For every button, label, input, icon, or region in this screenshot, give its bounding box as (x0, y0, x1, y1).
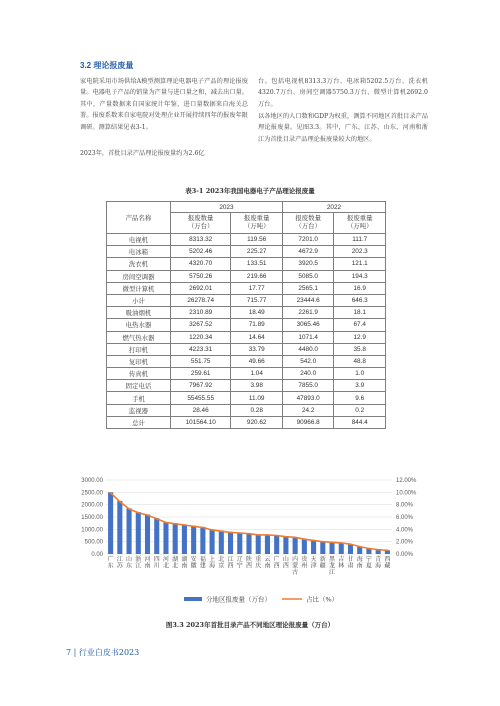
table-cell-product: 洗衣机 (107, 258, 171, 270)
table-cell-value: 111.7 (334, 234, 386, 246)
x-tick-label: 海南 (356, 556, 363, 570)
table-cell-product: 电视机 (107, 234, 171, 246)
table-row (107, 319, 386, 331)
table-cell-value: 24.2 (282, 404, 334, 416)
paragraph-method: 家电院采用市场供给A模型测算理论电器电子产品的理论报废量。电器电子产品的销量为产量与进口量之和，减去出口量。其中，产量数据来自国家统计年鉴，进口量数据来自海关总署。报废系数来自家电院对处理企业开展持续四年的报废年限调研。测算结果见表3-1。 (80, 78, 248, 131)
table-cell-product: 微型计算机 (107, 282, 171, 294)
table-cell-value: 48.8 (334, 355, 386, 367)
line-point (276, 535, 278, 537)
y-left-tick-label: 500.00 (84, 539, 103, 546)
x-tick-label: 福建 (199, 556, 206, 570)
x-tick-label: 山东 (126, 556, 133, 570)
table-cell-value: 4223.31 (170, 343, 231, 355)
table-cell-value: 49.66 (231, 355, 283, 367)
y-left-tick-label: 3000.00 (81, 478, 103, 484)
line-point (377, 549, 379, 551)
table-cell-product: 吸油烟机 (107, 307, 171, 319)
table-row (107, 343, 386, 355)
line-point (313, 540, 315, 542)
table-cell-value: 0.28 (231, 404, 283, 416)
y-left-tick-label: 1500.00 (81, 515, 103, 521)
table-row (107, 282, 386, 294)
table-cell-value: 119.56 (231, 234, 283, 246)
table-row (107, 392, 386, 404)
chart-bar (108, 492, 113, 554)
table-row (107, 331, 386, 343)
table-row (107, 246, 386, 258)
table-cell-value: 18.49 (231, 307, 283, 319)
x-tick-label: 广西 (273, 556, 280, 570)
table-cell-value: 3.9 (334, 380, 386, 392)
table-cell-value: 133.51 (231, 258, 283, 270)
table-cell-value: 16.9 (334, 282, 386, 294)
x-tick-label: 安徽 (190, 556, 197, 570)
table-cell-value: 3920.5 (282, 258, 334, 270)
chart-bar (219, 531, 224, 554)
line-point (294, 536, 296, 538)
chart-bar (265, 535, 270, 554)
table-cell-product: 总计 (107, 416, 171, 428)
table-cell-product: 小计 (107, 294, 171, 306)
table-row (107, 307, 386, 319)
line-point (350, 543, 352, 545)
table-cell-value: 23444.6 (282, 294, 334, 306)
line-point (331, 541, 333, 543)
paragraph-2023-total: 2023年，首批目录产品理论报废量约为2.6亿 (80, 150, 205, 157)
table-cell-value: 17.77 (231, 282, 283, 294)
table-cell-value: 47893.0 (282, 392, 334, 404)
table-cell-value: 2565.1 (282, 282, 334, 294)
x-tick-label: 贵州 (301, 556, 308, 570)
y-left-tick-label: 2000.00 (81, 502, 103, 509)
chart-bar (127, 508, 132, 554)
scrap-table (106, 201, 386, 429)
table-cell-value: 121.1 (334, 258, 386, 270)
table-cell-product: 房间空调器 (107, 270, 171, 282)
table-caption: 表3-1 2023年我国电器电子产品理论报废量 (185, 187, 315, 195)
x-tick-label: 黑龙江 (329, 556, 336, 576)
table-cell-value: 3267.52 (170, 319, 231, 331)
table-cell-value: 71.89 (231, 319, 283, 331)
line-point (267, 534, 269, 536)
table-cell-value: 14.64 (231, 331, 283, 343)
line-point (184, 524, 186, 526)
table-cell-value: 5202.46 (170, 246, 231, 258)
x-tick-label: 重庆 (255, 556, 262, 570)
chart-bar (200, 527, 205, 554)
table-cell-value: 1220.34 (170, 331, 231, 343)
paragraph-regional: 以各地区的人口数和GDP为权重，测算不同地区首批目录产品理论报废量。见图3.3。其中，广东、江苏、山东、河南和浙江为首批目录产品理论报废量较大的地区。 (258, 113, 428, 143)
line-point (202, 527, 204, 529)
x-tick-label: 天津 (310, 556, 317, 570)
table-cell-value: 11.09 (231, 392, 283, 404)
table-cell-value: 67.4 (334, 319, 386, 331)
x-tick-label: 辽宁 (236, 556, 243, 570)
chart-bar (283, 536, 288, 554)
x-tick-label: 河南 (144, 556, 151, 570)
table-row (107, 416, 386, 428)
line-point (220, 530, 222, 532)
chart-bar (329, 542, 334, 554)
chart-bar (117, 501, 122, 554)
table-cell-product: 电热水器 (107, 319, 171, 331)
table-cell-product: 燃气热水器 (107, 331, 171, 343)
chart-bar (320, 541, 325, 554)
y-right-tick-label: 2.00% (396, 539, 414, 546)
x-tick-label: 吉林 (338, 556, 345, 570)
table-cell-value: 1.04 (231, 368, 283, 380)
paragraph-product-breakdown: 台。包括电视机8313.3万台、电冰箱5202.5万台、洗衣机4320.7万台、房间空调器5750.3万台、微型计算机2692.0万台。 (258, 78, 428, 108)
table-cell-value: 219.66 (231, 270, 283, 282)
chart-bar (163, 522, 168, 554)
x-tick-label: 内蒙古 (292, 556, 299, 576)
page-footer: 7 | 行业白皮书2023 (66, 648, 140, 657)
y-right-tick-label: 8.00% (396, 502, 414, 509)
y-right-tick-label: 12.00% (396, 478, 417, 484)
line-point (322, 541, 324, 543)
line-point (137, 512, 139, 514)
legend-swatch-bar (184, 597, 202, 601)
table-cell-product: 复印机 (107, 355, 171, 367)
table-row (107, 270, 386, 282)
line-point (174, 523, 176, 525)
line-point (156, 518, 158, 520)
table-cell-value: 8313.32 (170, 234, 231, 246)
y-left-tick-label: 0.00 (91, 552, 103, 558)
y-right-tick-label: 6.00% (396, 515, 414, 521)
x-tick-label: 云南 (264, 556, 271, 570)
line-point (368, 548, 370, 550)
y-right-tick-label: 0.00% (396, 552, 414, 558)
chart-bar (339, 543, 344, 554)
table-cell-value: 28.46 (170, 404, 231, 416)
table-cell-value: 4672.9 (282, 246, 334, 258)
x-tick-label: 宁夏 (365, 556, 372, 570)
table-cell-value: 259.61 (170, 368, 231, 380)
table-cell-value: 551.75 (170, 355, 231, 367)
chart-bar (348, 544, 353, 554)
table-cell-value: 101564.10 (170, 416, 231, 428)
x-tick-label: 江西 (227, 556, 234, 570)
table-cell-value: 1.0 (334, 368, 386, 380)
x-tick-label: 湖北 (172, 556, 179, 570)
table-cell-value: 9.6 (334, 392, 386, 404)
x-tick-label: 上海 (209, 556, 216, 570)
line-point (386, 549, 388, 551)
chart-bar (228, 532, 233, 554)
x-tick-label: 江苏 (116, 556, 123, 570)
line-point (248, 533, 250, 535)
table-cell-value: 55455.55 (170, 392, 231, 404)
x-tick-label: 浙江 (135, 556, 142, 570)
x-tick-label: 甘肃 (347, 556, 354, 570)
table-cell-value: 7201.0 (282, 234, 334, 246)
table-cell-value: 33.79 (231, 343, 283, 355)
line-point (257, 534, 259, 536)
line-point (285, 536, 287, 538)
x-tick-label: 四川 (153, 556, 160, 570)
col-header-year-2023: 2023 (170, 202, 282, 213)
table-cell-value: 844.4 (334, 416, 386, 428)
table-cell-value: 7855.0 (282, 380, 334, 392)
table-row (107, 404, 386, 416)
chart-bar (274, 536, 279, 555)
table-cell-value: 225.27 (231, 246, 283, 258)
line-point (119, 501, 121, 503)
table-cell-value: 3065.46 (282, 319, 334, 331)
line-point (230, 532, 232, 534)
table-cell-value: 5750.26 (170, 270, 231, 282)
line-point (165, 522, 167, 524)
line-point (128, 508, 130, 510)
figure-caption: 图3.3 2023年首批目录产品不同地区理论报废量（万台） (165, 621, 335, 629)
x-tick-label: 河北 (162, 556, 169, 570)
x-tick-label: 陕西 (245, 556, 253, 570)
chart-bar (154, 518, 159, 554)
table-cell-value: 12.9 (334, 331, 386, 343)
col-header-product: 产品名称 (107, 202, 171, 234)
x-tick-label: 青海 (375, 556, 382, 570)
table-cell-product: 固定电话 (107, 380, 171, 392)
table-cell-value: 18.1 (334, 307, 386, 319)
line-point (239, 532, 241, 534)
table-cell-value: 2692.01 (170, 282, 231, 294)
chart-bar (191, 526, 196, 554)
x-tick-label: 新疆 (319, 556, 326, 570)
chart-bar (210, 529, 215, 554)
chart-bar (293, 537, 298, 554)
y-right-tick-label: 10.00% (396, 490, 417, 497)
table-cell-product: 手机 (107, 392, 171, 404)
line-point (110, 492, 112, 494)
table-cell-value: 0.2 (334, 404, 386, 416)
table-cell-value: 4480.0 (282, 343, 334, 355)
table-cell-value: 194.3 (334, 270, 386, 282)
chart-bar (311, 540, 316, 554)
chart-bar (136, 512, 141, 554)
table-cell-product: 监视器 (107, 404, 171, 416)
y-left-tick-label: 1000.00 (81, 527, 103, 534)
table-row (107, 234, 386, 246)
chart-bar (256, 534, 261, 554)
chart-svg (66, 475, 432, 615)
col-header-year-2022: 2022 (282, 202, 385, 213)
table-cell-value: 4320.70 (170, 258, 231, 270)
table-cell-value: 2261.9 (282, 307, 334, 319)
col-header-wt-2022: 报废重量 （万吨） (334, 213, 386, 234)
chart-bar (237, 533, 242, 554)
y-left-tick-label: 2500.00 (81, 490, 103, 497)
chart-bar (182, 524, 187, 554)
table-cell-value: 3.98 (231, 380, 283, 392)
table-cell-value: 90966.8 (282, 416, 334, 428)
col-header-qty-2022: 报废数量 （万台） (282, 213, 334, 234)
chart-bar (302, 539, 307, 554)
line-point (147, 514, 149, 516)
chart-bar (145, 515, 150, 554)
table-cell-value: 7967.92 (170, 380, 231, 392)
table-cell-product: 打印机 (107, 343, 171, 355)
legend-label-line: 占比（%） (306, 595, 339, 604)
line-point (359, 546, 361, 548)
table-row (107, 355, 386, 367)
section-title: 3.2 理论报废量 (80, 61, 134, 70)
x-tick-label: 西藏 (384, 556, 391, 570)
col-header-qty-2023: 报废数量 （万台） (170, 213, 231, 234)
table-cell-value: 240.0 (282, 368, 334, 380)
table-cell-value: 920.62 (231, 416, 283, 428)
col-header-wt-2023: 报废重量 （万吨） (231, 213, 283, 234)
table-cell-value: 26278.74 (170, 294, 231, 306)
table-cell-value: 5085.0 (282, 270, 334, 282)
table-cell-value: 542.0 (282, 355, 334, 367)
table-cell-value: 1071.4 (282, 331, 334, 343)
table-cell-value: 2310.89 (170, 307, 231, 319)
table-cell-value: 35.8 (334, 343, 386, 355)
table-cell-product: 传真机 (107, 368, 171, 380)
regional-chart (66, 475, 432, 615)
table-row (107, 380, 386, 392)
table-cell-value: 715.77 (231, 294, 283, 306)
line-point (340, 542, 342, 544)
chart-bar (173, 523, 178, 554)
legend-label-bar: 分地区报废量（万台） (206, 595, 271, 604)
table-cell-value: 202.3 (334, 246, 386, 258)
x-tick-label: 山西 (282, 556, 289, 570)
x-tick-label: 广东 (107, 556, 114, 570)
table-row (107, 258, 386, 270)
line-point (211, 529, 213, 531)
table-row (107, 294, 386, 306)
line-point (193, 525, 195, 527)
x-tick-label: 湖南 (181, 556, 188, 570)
table-cell-product: 电冰箱 (107, 246, 171, 258)
line-point (303, 538, 305, 540)
table-cell-value: 646.3 (334, 294, 386, 306)
y-right-tick-label: 4.00% (396, 527, 414, 534)
x-tick-label: 北京 (218, 556, 225, 570)
table-row (107, 368, 386, 380)
chart-bar (246, 534, 251, 554)
